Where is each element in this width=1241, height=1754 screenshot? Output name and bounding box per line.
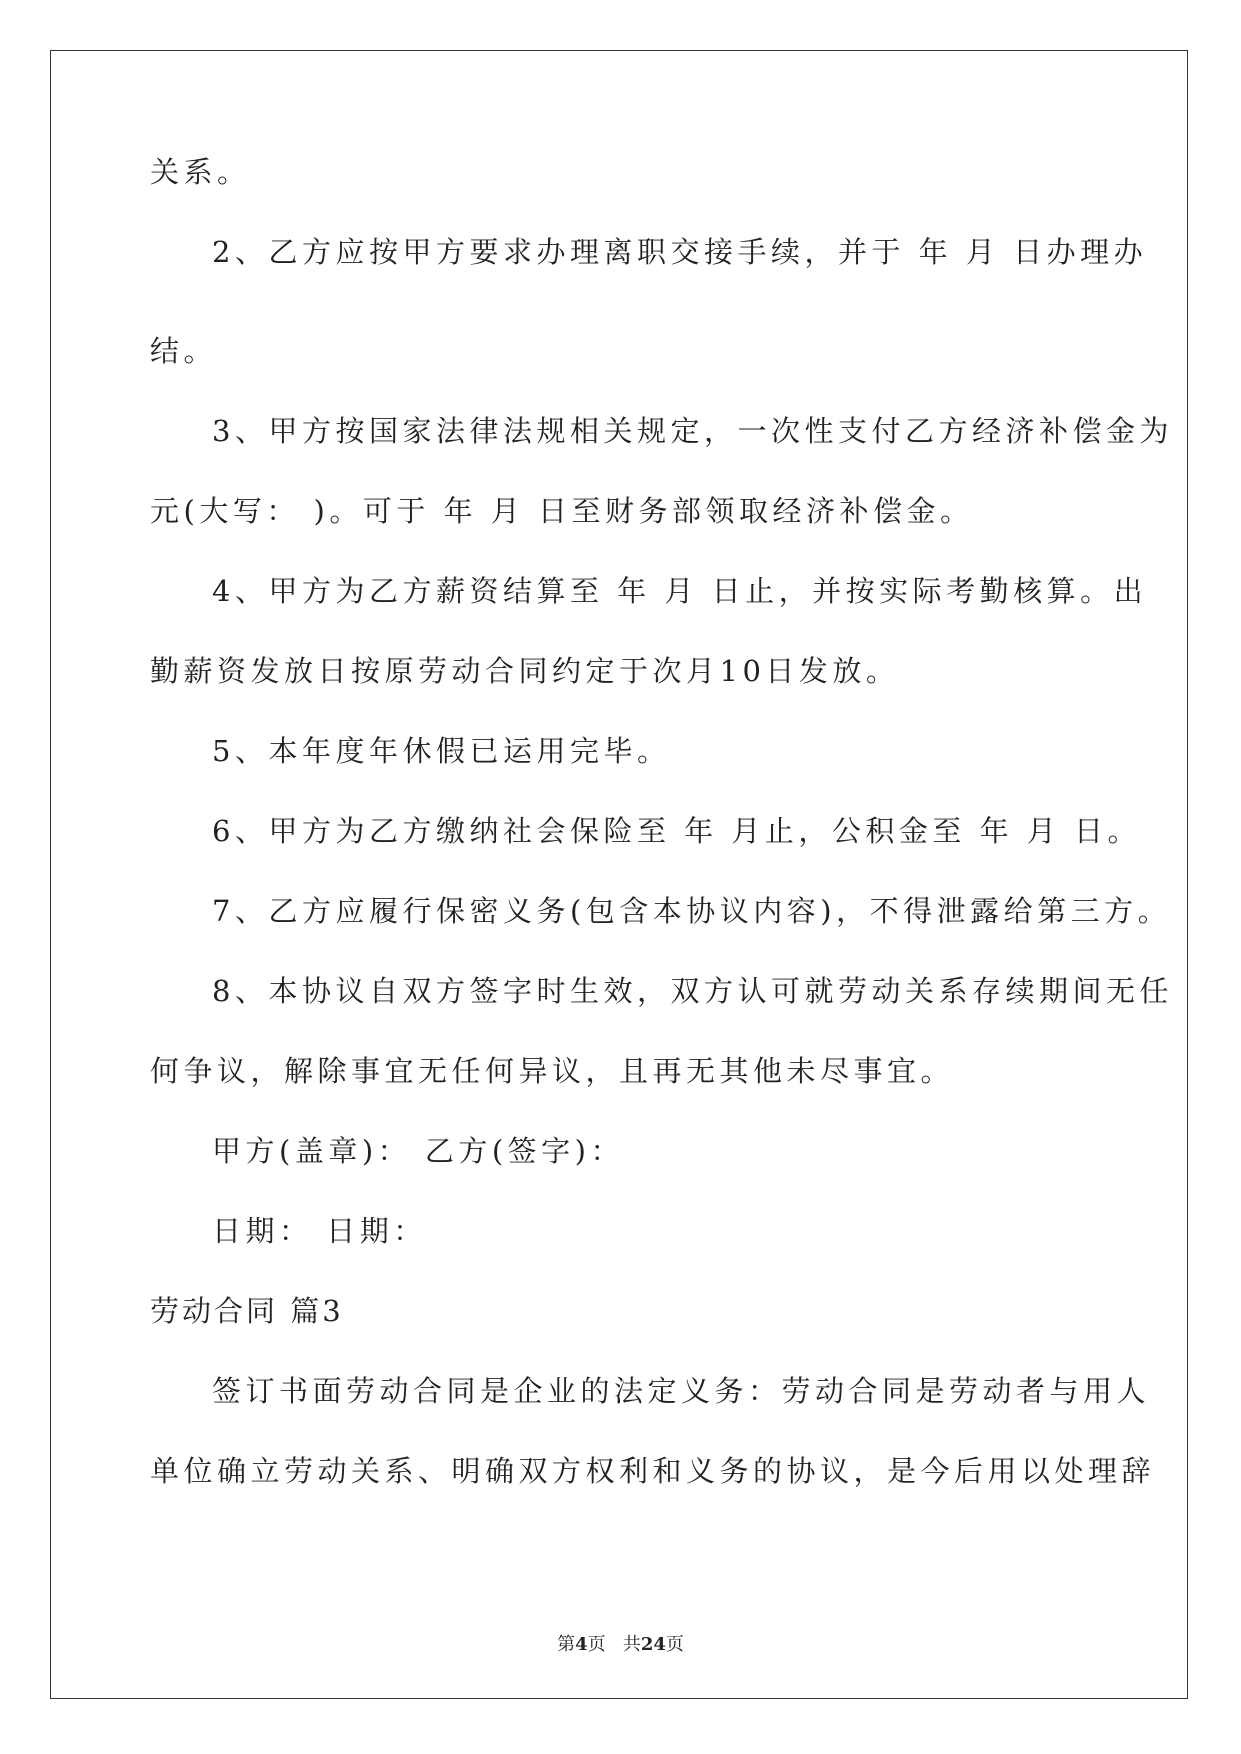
page-footer xyxy=(0,1630,1241,1656)
text-line: 何争议，解除事宜无任何异议，且再无其他未尽事宜。 xyxy=(150,1054,955,1088)
footer-total-label: 页 xyxy=(665,1634,684,1655)
text-line: 5、本年度年休假已运用完毕。 xyxy=(212,734,671,768)
text-line: 结。 xyxy=(150,334,218,368)
total-pages-number: 24 xyxy=(640,1634,666,1655)
text-line: 6、甲方为乙方缴纳社会保险至 年 月止，公积金至 年 月 日。 xyxy=(212,814,1142,848)
text-line: 8、本协议自双方签字时生效，双方认可就劳动关系存续期间无任 xyxy=(212,974,1173,1008)
signature-line: 甲方(盖章)： 乙方(签字)： xyxy=(212,1134,624,1168)
text-line: 2、乙方应按甲方要求办理离职交接手续，并于 年 月 日办理办 xyxy=(212,235,1148,269)
text-line: 7、乙方应履行保密义务(包含本协议内容)，不得泄露给第三方。 xyxy=(212,894,1172,928)
footer-prefix: 第 xyxy=(557,1634,576,1655)
footer-page-label: 页 xyxy=(587,1634,606,1655)
text-line: 单位确立劳动关系、明确双方权利和义务的协议，是今后用以处理辞 xyxy=(150,1454,1156,1488)
text-line: 4、甲方为乙方薪资结算至 年 月 日止，并按实际考勤核算。出 xyxy=(212,574,1148,608)
footer-total-prefix: 共 xyxy=(622,1634,641,1655)
text-line: 签订书面劳动合同是企业的法定义务：劳动合同是劳动者与用人 xyxy=(212,1374,1151,1408)
text-line: 勤薪资发放日按原劳动合同约定于次月10日发放。 xyxy=(150,654,900,688)
text-line: 元(大写： )。可于 年 月 日至财务部领取经济补偿金。 xyxy=(150,494,974,528)
section-heading: 劳动合同 篇3 xyxy=(150,1294,344,1328)
current-page-number: 4 xyxy=(575,1634,588,1655)
text-line: 3、甲方按国家法律法规相关规定，一次性支付乙方经济补偿金为 xyxy=(212,414,1173,448)
text-line: 关系。 xyxy=(150,155,251,189)
date-line: 日期： 日期： xyxy=(212,1214,427,1248)
